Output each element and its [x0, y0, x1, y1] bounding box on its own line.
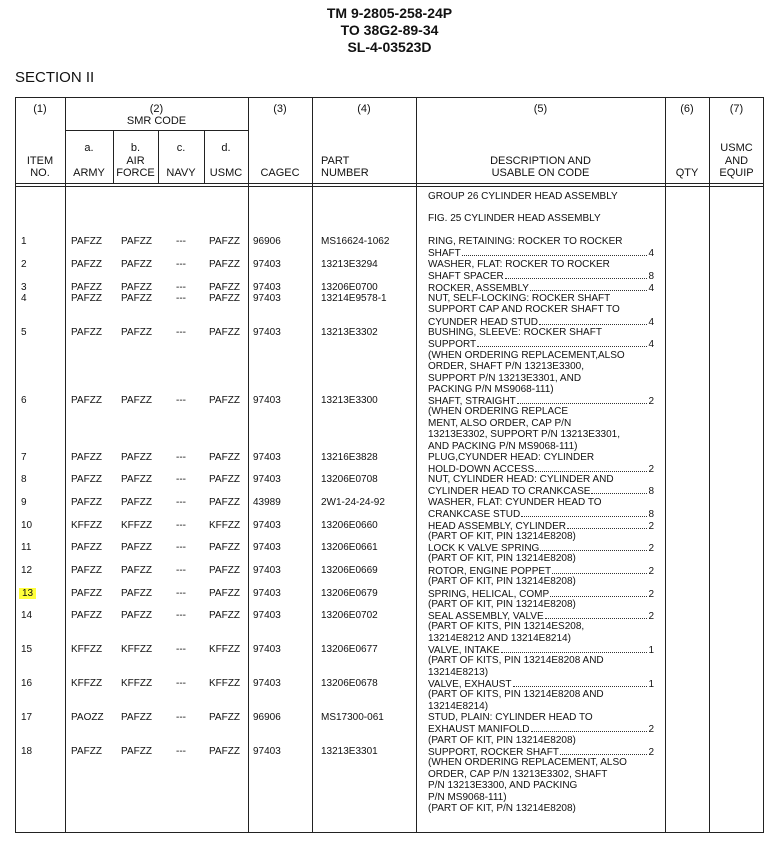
description-cell	[428, 712, 654, 746]
smr-navy-cell: ---	[176, 282, 186, 293]
description-note: (PART OF KITS, PIN 13214E8208 AND	[428, 655, 604, 667]
description-note: ORDER, CAP P/N 13213E3302, SHAFT	[428, 768, 608, 780]
smr-navy-cell: ---	[176, 520, 186, 531]
header-a: a.	[84, 142, 94, 154]
cagec-cell: 96906	[253, 712, 281, 723]
description-text: WASHER, FLAT: CYUNDER HEAD TO	[428, 497, 602, 508]
smr-usmc-cell: PAFZZ	[209, 474, 240, 485]
quantity-value: 2	[648, 724, 654, 736]
smr-usmc-cell: KFFZZ	[209, 644, 241, 655]
description-text: VALVE, EXHAUST	[428, 679, 512, 690]
col-rule	[65, 97, 66, 833]
part-number-cell: 13206E0677	[321, 644, 378, 655]
smr-usmc-cell: PAFZZ	[209, 565, 240, 576]
smr-air-force-cell: PAFZZ	[121, 712, 152, 723]
part-number-cell: 13206E0700	[321, 282, 378, 293]
part-number-cell: 13213E3294	[321, 259, 378, 270]
item-number-cell: 7	[21, 452, 27, 463]
description-text: WASHER, FLAT: ROCKER TO ROCKER	[428, 259, 610, 270]
col-rule	[312, 97, 313, 833]
quantity-value: 1	[648, 645, 654, 656]
leader-dots	[530, 282, 647, 291]
description-text: NUT, CYLINDER HEAD: CYLINDER AND	[428, 474, 614, 485]
smr-usmc-cell: PAFZZ	[209, 712, 240, 723]
description-text: HEAD ASSEMBLY, CYLINDER	[428, 521, 567, 532]
part-number-cell: 13206E0702	[321, 610, 378, 621]
cagec-cell: 97403	[253, 678, 281, 689]
item-number-cell: 5	[21, 327, 27, 338]
description-text: RING, RETAINING: ROCKER TO ROCKER	[428, 236, 623, 247]
description-line-with-qty	[428, 316, 654, 327]
smr-usmc-cell: PAFZZ	[209, 293, 240, 304]
leader-dots	[540, 542, 647, 551]
header-usmc-equip-2: AND	[724, 155, 749, 167]
leader-dots	[462, 247, 648, 256]
cagec-cell: 97403	[253, 746, 281, 757]
smr-air-force-cell: PAFZZ	[121, 259, 152, 270]
item-number-cell: 2	[21, 259, 27, 270]
leader-dots	[591, 485, 647, 494]
header-b: b.	[130, 142, 141, 154]
smr-army-cell: PAFZZ	[71, 236, 102, 247]
cagec-cell: 97403	[253, 327, 281, 338]
description-text: HOLD-DOWN ACCESS	[428, 464, 535, 476]
part-number-cell: 13213E3302	[321, 327, 378, 338]
smr-navy-cell: ---	[176, 542, 186, 553]
col-num-1: (1)	[33, 103, 47, 115]
description-note: ORDER, SHAFT P/N 13213E3300,	[428, 361, 584, 373]
smr-army-cell: PAFZZ	[71, 452, 102, 463]
quantity-value: 2	[648, 589, 654, 600]
description-line-with-qty	[428, 678, 654, 689]
col-num-4: (4)	[357, 103, 371, 115]
quantity-value: 2	[648, 543, 654, 554]
doc-header-line-3: SL-4-03523D	[347, 39, 432, 55]
leader-dots	[521, 508, 647, 517]
col-num-6: (6)	[680, 103, 694, 115]
smr-air-force-cell: PAFZZ	[121, 236, 152, 247]
header-usable-on-code: USABLE ON CODE	[491, 167, 590, 179]
smr-army-cell: PAFZZ	[71, 474, 102, 485]
description-text: BUSHING, SLEEVE: ROCKER SHAFT	[428, 327, 602, 338]
description-note: (PART OF KIT, PIN 13214E8208)	[428, 576, 576, 588]
smr-army-cell: PAFZZ	[71, 282, 102, 293]
item-number-cell: 3	[21, 282, 27, 293]
description-line-with-qty	[428, 588, 654, 599]
group-title: GROUP 26 CYLINDER HEAD ASSEMBLY	[428, 191, 618, 202]
item-number-cell: 6	[21, 395, 27, 406]
description-line-with-qty	[428, 485, 654, 496]
part-number-cell: 13206E0679	[321, 588, 378, 599]
leader-dots	[505, 270, 648, 279]
leader-dots	[560, 746, 647, 755]
description-line-with-qty	[428, 508, 654, 519]
cagec-cell: 97403	[253, 293, 281, 304]
smr-air-force-cell: PAFZZ	[121, 542, 152, 553]
description-text: STUD, PLAIN: CYLINDER HEAD TO	[428, 712, 593, 723]
item-number-cell: 14	[21, 610, 33, 621]
item-number-cell: 16	[21, 678, 33, 689]
smr-air-force-cell: KFFZZ	[121, 678, 153, 689]
quantity-value: 8	[648, 486, 654, 498]
smr-navy-cell: ---	[176, 712, 186, 723]
smr-air-force-cell: PAFZZ	[121, 452, 152, 463]
item-number-cell: 1	[21, 236, 27, 247]
description-note: (PART OF KIT, PIN 13214E8208)	[428, 553, 576, 565]
smr-usmc-cell: PAFZZ	[209, 452, 240, 463]
description-text: SEAL ASSEMBLY, VALVE	[428, 611, 544, 622]
description-line-with-qty	[428, 723, 654, 734]
smr-usmc-cell: PAFZZ	[209, 282, 240, 293]
header-number: NUMBER	[321, 167, 369, 179]
highlighted-item-number: 13	[19, 588, 36, 599]
description-text: SHAFT SPACER	[428, 271, 504, 283]
description-note: 13214E8213)	[428, 666, 489, 678]
smr-usmc-cell: KFFZZ	[209, 520, 241, 531]
smr-usmc-cell: PAFZZ	[209, 327, 240, 338]
part-number-cell: 13213E3301	[321, 746, 378, 757]
cagec-cell: 97403	[253, 520, 281, 531]
description-line-with-qty	[428, 610, 654, 621]
description-text: NUT, SELF-LOCKING: ROCKER SHAFT	[428, 293, 611, 304]
smr-army-cell: PAFZZ	[71, 542, 102, 553]
header-no: NO.	[30, 167, 50, 179]
quantity-value: 2	[648, 396, 654, 407]
description-note: (WHEN ORDERING REPLACE	[428, 406, 569, 418]
smr-army-cell: PAFZZ	[71, 327, 102, 338]
smr-army-cell: PAFZZ	[71, 610, 102, 621]
col-num-2: (2)	[149, 103, 164, 115]
col-rule	[416, 97, 417, 833]
smr-army-cell: KFFZZ	[71, 644, 103, 655]
smr-air-force-cell: PAFZZ	[121, 293, 152, 304]
item-number-cell: 18	[21, 746, 33, 757]
description-line-with-qty	[428, 542, 654, 553]
header-qty: QTY	[675, 167, 699, 179]
col-num-7: (7)	[729, 103, 744, 115]
smr-navy-cell: ---	[176, 327, 186, 338]
smr-air-force-cell: KFFZZ	[121, 644, 153, 655]
quantity-value: 8	[648, 509, 654, 521]
header-cagec: CAGEC	[260, 167, 300, 179]
quantity-value: 4	[648, 339, 654, 351]
description-note: AND PACKING P/N MS9068-111)	[428, 440, 578, 452]
description-text: EXHAUST MANIFOLD	[428, 724, 530, 736]
description-cell	[428, 520, 654, 543]
quantity-value: 2	[648, 566, 654, 577]
header-bottom-rule-2	[15, 186, 764, 187]
smr-air-force-cell: PAFZZ	[121, 746, 152, 757]
description-cell	[428, 236, 654, 259]
smr-army-cell: PAFZZ	[71, 259, 102, 270]
smr-air-force-cell: PAFZZ	[121, 282, 152, 293]
description-cell	[428, 293, 654, 327]
cagec-cell: 97403	[253, 474, 281, 485]
smr-navy-cell: ---	[176, 588, 186, 599]
description-text: VALVE, INTAKE	[428, 645, 500, 656]
description-note: (WHEN ORDERING REPLACEMENT,ALSO	[428, 349, 625, 361]
item-number-cell	[21, 588, 36, 599]
leader-dots	[517, 395, 648, 404]
leader-dots	[567, 520, 647, 529]
col-num-3: (3)	[273, 103, 287, 115]
description-line-with-qty	[428, 282, 654, 293]
part-number-cell: 13206E0660	[321, 520, 378, 531]
leader-dots	[535, 463, 647, 472]
smr-air-force-cell: KFFZZ	[121, 520, 153, 531]
col-rule	[248, 97, 249, 833]
smr-usmc-cell: PAFZZ	[209, 542, 240, 553]
item-number-cell: 17	[21, 712, 33, 723]
item-number-cell: 12	[21, 565, 33, 576]
part-number-cell: MS17300-061	[321, 712, 384, 723]
description-note: (PART OF KIT, PIN 13214E8208)	[428, 599, 576, 611]
description-cell	[428, 474, 654, 497]
smr-air-force-cell: PAFZZ	[121, 565, 152, 576]
part-number-cell: 13214E9578-1	[321, 293, 387, 304]
smr-navy-cell: ---	[176, 678, 186, 689]
description-cell	[428, 452, 654, 475]
smr-navy-cell: ---	[176, 610, 186, 621]
smr-navy-cell: ---	[176, 746, 186, 757]
item-number-cell: 11	[21, 542, 32, 553]
smr-navy-cell: ---	[176, 474, 186, 485]
smr-usmc-cell: KFFZZ	[209, 678, 241, 689]
doc-header-line-2: TO 38G2-89-34	[340, 22, 439, 38]
description-line-with-qty	[428, 270, 654, 281]
header-force: FORCE	[116, 167, 155, 179]
part-number-cell: MS16624-1062	[321, 236, 390, 247]
description-note: SUPPORT P/N 13213E3301, AND	[428, 372, 582, 384]
description-note: (WHEN ORDERING REPLACEMENT, ALSO	[428, 757, 627, 769]
description-text: SUPPORT	[428, 339, 477, 351]
smr-navy-cell: ---	[176, 452, 186, 463]
cagec-cell: 97403	[253, 452, 281, 463]
smr-air-force-cell: PAFZZ	[121, 610, 152, 621]
description-line-with-qty	[428, 746, 654, 757]
header-d: d.	[221, 142, 231, 154]
description-line-with-qty	[428, 395, 654, 406]
description-text: SHAFT, STRAIGHT	[428, 396, 516, 407]
smr-air-force-cell: PAFZZ	[121, 588, 152, 599]
description-cell	[428, 588, 654, 611]
cagec-cell: 97403	[253, 644, 281, 655]
cagec-cell: 97403	[253, 259, 281, 270]
cagec-cell: 97403	[253, 395, 281, 406]
header-bottom-rule	[15, 183, 764, 184]
description-cell	[428, 565, 654, 588]
description-text: SPRING, HELICAL, COMP	[428, 589, 550, 600]
quantity-value: 2	[648, 747, 654, 758]
description-cell	[428, 282, 654, 293]
description-line-with-qty	[428, 338, 654, 349]
header-usmc: USMC	[209, 167, 243, 179]
cagec-cell: 43989	[253, 497, 281, 508]
smr-usmc-cell: PAFZZ	[209, 259, 240, 270]
quantity-value: 4	[648, 283, 654, 294]
smr-usmc-cell: PAFZZ	[209, 588, 240, 599]
quantity-value: 8	[648, 271, 654, 283]
leader-dots	[513, 678, 648, 687]
smr-usmc-cell: PAFZZ	[209, 395, 240, 406]
col-rule	[709, 97, 710, 833]
description-text: PLUG,CYUNDER HEAD: CYLINDER	[428, 452, 595, 463]
smr-air-force-cell: PAFZZ	[121, 327, 152, 338]
smr-navy-cell: ---	[176, 644, 186, 655]
smr-usmc-cell: PAFZZ	[209, 746, 240, 757]
description-line-with-qty	[428, 565, 654, 576]
smr-navy-cell: ---	[176, 395, 186, 406]
description-cell	[428, 644, 654, 678]
description-note: (PART OF KITS, PIN 13214E8208 AND	[428, 689, 604, 701]
leader-dots	[552, 565, 647, 574]
description-cell	[428, 678, 654, 712]
description-note: 13214E8212 AND 13214E8214)	[428, 632, 571, 644]
quantity-value: 2	[648, 521, 654, 532]
item-number-cell: 4	[21, 293, 27, 304]
leader-dots	[545, 610, 648, 619]
quantity-value: 4	[648, 248, 654, 260]
description-note: P/N MS9068-111)	[428, 791, 507, 803]
description-text: LOCK K VALVE SPRING	[428, 543, 540, 554]
description-text: ROCKER, ASSEMBLY	[428, 283, 529, 294]
description-note: 13214E8214)	[428, 700, 489, 712]
quantity-value: 2	[648, 464, 654, 476]
item-number-cell: 15	[21, 644, 33, 655]
leader-dots	[550, 588, 647, 597]
part-number-cell: 2W1-24-24-92	[321, 497, 385, 508]
smr-air-force-cell: PAFZZ	[121, 497, 152, 508]
header-item: ITEM	[26, 155, 54, 167]
cagec-cell: 97403	[253, 610, 281, 621]
header-usmc-equip-1: USMC	[720, 142, 753, 154]
description-note: PACKING P/N MS9068-111)	[428, 383, 554, 395]
smr-navy-cell: ---	[176, 565, 186, 576]
smr-army-cell: PAFZZ	[71, 565, 102, 576]
col-rule	[665, 97, 666, 833]
description-note: (PART OF KIT, P/N 13214E8208)	[428, 802, 576, 814]
doc-header-line-1: TM 9-2805-258-24P	[326, 5, 453, 21]
description-note: 13213E3302, SUPPORT P/N 13213E3301,	[428, 429, 620, 441]
part-number-cell: 13206E0661	[321, 542, 378, 553]
description-text: CYUNDER HEAD STUD	[428, 316, 539, 328]
part-number-cell: 13216E3828	[321, 452, 378, 463]
description-line-with-qty	[428, 520, 654, 531]
description-note: (PART OF KIT, PIN 13214E8208)	[428, 531, 576, 543]
item-number-cell: 9	[21, 497, 27, 508]
description-cell	[428, 497, 654, 520]
description-cell	[428, 395, 654, 452]
smr-code-rule	[65, 130, 248, 131]
smr-air-force-cell: PAFZZ	[121, 395, 152, 406]
header-description: DESCRIPTION AND	[490, 155, 591, 167]
smr-army-cell: PAOZZ	[71, 712, 104, 723]
smr-air-force-cell: PAFZZ	[121, 474, 152, 485]
quantity-value: 2	[648, 611, 654, 622]
smr-army-cell: PAFZZ	[71, 395, 102, 406]
quantity-value: 4	[648, 316, 654, 328]
description-cell	[428, 542, 654, 565]
smr-usmc-cell: PAFZZ	[209, 497, 240, 508]
smr-navy-cell: ---	[176, 259, 186, 270]
cagec-cell: 97403	[253, 588, 281, 599]
header-usmc-equip-3: EQUIP	[719, 167, 754, 179]
description-cell	[428, 746, 654, 814]
smr-usmc-cell: PAFZZ	[209, 610, 240, 621]
description-line-with-qty	[428, 644, 654, 655]
description-text: CRANKCASE STUD	[428, 509, 521, 521]
cagec-cell: 97403	[253, 542, 281, 553]
item-number-cell: 10	[21, 520, 33, 531]
description-note: MENT, ALSO ORDER, CAP P/N	[428, 417, 572, 429]
description-note: P/N 13213E3300, AND PACKING	[428, 780, 578, 792]
description-line-with-qty	[428, 247, 654, 258]
smr-navy-cell: ---	[176, 497, 186, 508]
smr-army-cell: PAFZZ	[71, 746, 102, 757]
smr-usmc-cell: PAFZZ	[209, 236, 240, 247]
description-cell	[428, 327, 654, 395]
description-cell	[428, 259, 654, 282]
description-text: SUPPORT, ROCKER SHAFT	[428, 747, 559, 758]
description-cell	[428, 610, 654, 644]
smr-army-cell: KFFZZ	[71, 520, 103, 531]
cagec-cell: 97403	[253, 282, 281, 293]
part-number-cell: 13213E3300	[321, 395, 378, 406]
header-part: PART	[321, 155, 350, 167]
smr-code-header: SMR CODE	[126, 115, 187, 127]
smr-army-cell: PAFZZ	[71, 293, 102, 304]
figure-title: FIG. 25 CYLINDER HEAD ASSEMBLY	[428, 213, 601, 224]
header-c: c.	[176, 142, 186, 154]
smr-army-cell: PAFZZ	[71, 497, 102, 508]
cagec-cell: 97403	[253, 565, 281, 576]
leader-dots	[477, 338, 647, 347]
smr-army-cell: PAFZZ	[71, 588, 102, 599]
leader-dots	[501, 644, 648, 653]
description-note: (PART OF KIT, PIN 13214E8208)	[428, 734, 576, 746]
part-number-cell: 13206E0678	[321, 678, 378, 689]
header-air: AIR	[126, 155, 145, 167]
item-number-cell: 8	[21, 474, 27, 485]
section-title: SECTION II	[15, 69, 95, 86]
leader-dots	[531, 723, 648, 732]
cagec-cell: 96906	[253, 236, 281, 247]
description-text: SHAFT	[428, 248, 461, 260]
description-text: CYLINDER HEAD TO CRANKCASE	[428, 486, 591, 498]
description-note: (PART OF KITS, PIN 13214ES208,	[428, 621, 585, 633]
part-number-cell: 13206E0708	[321, 474, 378, 485]
part-number-cell: 13206E0669	[321, 565, 378, 576]
quantity-value: 1	[648, 679, 654, 690]
col-num-5: (5)	[533, 103, 548, 115]
leader-dots	[539, 316, 647, 325]
description-text: SUPPORT CAP AND ROCKER SHAFT TO	[428, 304, 620, 316]
header-army: ARMY	[73, 167, 105, 179]
header-navy: NAVY	[166, 167, 196, 179]
smr-navy-cell: ---	[176, 236, 186, 247]
smr-army-cell: KFFZZ	[71, 678, 103, 689]
description-text: ROTOR, ENGINE POPPET	[428, 566, 552, 577]
smr-navy-cell: ---	[176, 293, 186, 304]
